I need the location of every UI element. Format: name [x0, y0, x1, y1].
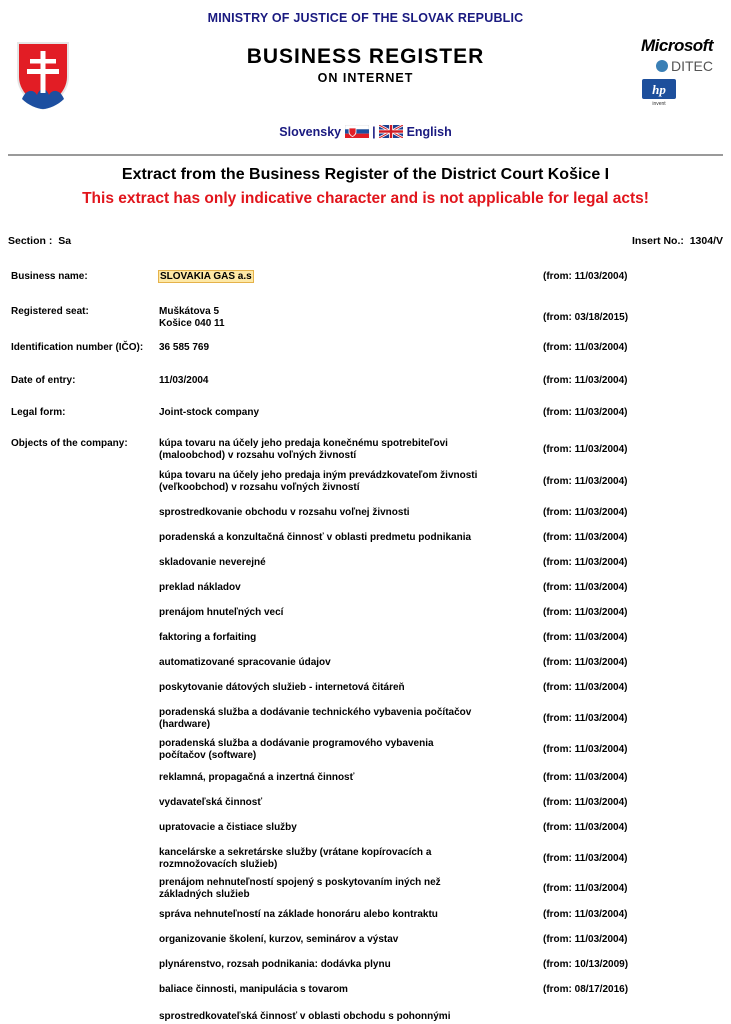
- field-value: [159, 271, 534, 283]
- field-value-text: kancelárske a sekretárske služby (vrátane kopírovacích a: [159, 847, 432, 858]
- field-value-text: prenájom nehnuteľností spojený s poskytovaním iných než: [159, 877, 441, 888]
- valid-from-date: (from: 11/03/2004): [543, 772, 628, 783]
- valid-from-date: (from: 11/03/2004): [543, 582, 628, 593]
- field-value: [159, 632, 534, 644]
- field-value-line: [159, 772, 534, 784]
- field-value-line: [159, 847, 534, 859]
- uk-flag-icon[interactable]: [379, 125, 403, 138]
- field-value-text: poradenská služba a dodávanie technického vybavenia počítačov: [159, 707, 472, 718]
- field-value-text: kúpa tovaru na účely jeho predaja konečnému spotrebiteľovi: [159, 438, 448, 449]
- field-value-text: faktoring a forfaiting: [159, 632, 257, 643]
- valid-from-date: (from: 11/03/2004): [543, 607, 628, 618]
- valid-from-date: (from: 08/17/2016): [543, 984, 629, 995]
- field-value-line: [159, 1011, 534, 1023]
- field-value-line: [159, 889, 534, 901]
- field-value: [159, 657, 534, 669]
- sponsor-logos: [603, 36, 713, 111]
- field-value-text: správa nehnuteľností na základe honoráru alebo kontraktu: [159, 909, 438, 920]
- field-value: [159, 342, 534, 354]
- field-value-text: (maloobchod) v rozsahu voľných živností: [159, 450, 357, 461]
- field-value-line: [159, 797, 534, 809]
- valid-from-date: (from: 11/03/2004): [543, 342, 628, 353]
- header-divider: [8, 154, 723, 156]
- language-separator: |: [372, 125, 376, 139]
- field-value-line: [159, 271, 534, 283]
- field-label: Objects of the company:: [11, 438, 128, 449]
- valid-from-date: (from: 11/03/2004): [543, 271, 628, 282]
- field-value-line: [159, 407, 534, 419]
- field-value-line: [159, 582, 534, 594]
- field-value-text: automatizované spracovanie údajov: [159, 657, 331, 668]
- extract-warning: This extract has only indicative character and is not applicable for legal acts!: [82, 190, 649, 207]
- field-value-text: baliace činnosti, manipulácia s tovarom: [159, 984, 348, 995]
- field-value: [159, 738, 534, 762]
- field-value-line: [159, 482, 534, 494]
- field-value-text: preklad nákladov: [159, 582, 241, 593]
- field-value: [159, 877, 534, 901]
- valid-from-date: (from: 11/03/2004): [543, 682, 628, 693]
- field-value-text: poradenská a konzultačná činnosť v oblasti predmetu podnikania: [159, 532, 472, 543]
- field-value-text: sprostredkovanie obchodu v rozsahu voľnej živnosti: [159, 507, 410, 518]
- field-value-text: skladovanie neverejné: [159, 557, 266, 568]
- extract-heading: Extract from the Business Register of the District Court Košice I: [121, 166, 610, 183]
- field-value-text: Joint-stock company: [159, 407, 260, 418]
- field-value: [159, 682, 534, 694]
- insert-value: 1304/V: [689, 235, 723, 247]
- field-value-line: [159, 822, 534, 834]
- field-label: Registered seat:: [11, 306, 89, 317]
- valid-from-date: (from: 11/03/2004): [543, 744, 628, 755]
- ditec-logo: [603, 58, 713, 74]
- field-value: [159, 847, 534, 871]
- field-value-text: rozmnožovacích služieb): [159, 859, 278, 870]
- field-value: [159, 375, 534, 387]
- field-value-text: 36 585 769: [159, 342, 210, 353]
- field-value-text: počítačov (software): [159, 750, 257, 761]
- field-value-line: [159, 877, 534, 889]
- field-value-line: [159, 657, 534, 669]
- field-value-text: kúpa tovaru na účely jeho predaja iným prevádzkovateľom živnosti: [159, 470, 478, 481]
- field-value-line: [159, 632, 534, 644]
- field-value-line: [159, 984, 534, 996]
- valid-from-date: (from: 11/03/2004): [543, 934, 628, 945]
- hp-logo: [641, 78, 677, 106]
- slovak-flag-icon[interactable]: [345, 125, 369, 138]
- field-value-line: [159, 682, 534, 694]
- field-label: Business name:: [11, 271, 88, 282]
- ditec-logo-text: DITEC: [671, 58, 713, 74]
- field-value: [159, 607, 534, 619]
- valid-from-date: (from: 11/03/2004): [543, 632, 628, 643]
- valid-from-date: (from: 11/03/2004): [543, 909, 628, 920]
- field-value: [159, 797, 534, 809]
- insert-number-field: [632, 235, 723, 247]
- language-switcher: [0, 125, 731, 139]
- valid-from-date: (from: 11/03/2004): [543, 557, 628, 568]
- valid-from-date: (from: 11/03/2004): [543, 822, 628, 833]
- field-value-text: základných služieb: [159, 889, 250, 900]
- field-value-line: [159, 507, 534, 519]
- field-value: [159, 772, 534, 784]
- field-value: [159, 407, 534, 419]
- field-label: Identification number (IČO):: [11, 342, 144, 353]
- valid-from-date: (from: 11/03/2004): [543, 407, 628, 418]
- field-value-text: prenájom hnuteľných vecí: [159, 607, 284, 618]
- valid-from-date: (from: 11/03/2004): [543, 657, 628, 668]
- field-value-line: [159, 306, 534, 318]
- field-value-text: (hardware): [159, 719, 211, 730]
- field-label: Date of entry:: [11, 375, 76, 386]
- field-value-line: [159, 959, 534, 971]
- valid-from-date: (from: 03/18/2015): [543, 312, 629, 323]
- field-label: Legal form:: [11, 407, 66, 418]
- field-value: [159, 707, 534, 731]
- field-value-line: [159, 470, 534, 482]
- field-value: [159, 959, 534, 971]
- valid-from-date: (from: 11/03/2004): [543, 532, 628, 543]
- field-value: [159, 507, 534, 519]
- field-value-text: poskytovanie dátových služieb - internetová čitáreň: [159, 682, 405, 693]
- field-value-line: [159, 342, 534, 354]
- field-value-line: [159, 719, 534, 731]
- ditec-globe-icon: [656, 60, 668, 72]
- valid-from-date: (from: 11/03/2004): [543, 797, 628, 808]
- field-value-line: [159, 450, 534, 462]
- field-value: [159, 582, 534, 594]
- field-value: [159, 984, 534, 996]
- microsoft-logo: Microsoft: [641, 36, 713, 55]
- section-field: [8, 235, 71, 247]
- field-value-line: [159, 532, 534, 544]
- field-value: [159, 438, 534, 462]
- field-value: [159, 470, 534, 494]
- field-value: [159, 532, 534, 544]
- valid-from-date: (from: 10/13/2009): [543, 959, 629, 970]
- section-label: Section :: [8, 235, 53, 247]
- language-link-slovak[interactable]: Slovensky: [279, 125, 342, 139]
- language-link-english[interactable]: English: [406, 125, 452, 139]
- field-value: [159, 909, 534, 921]
- field-value-text: plynárenstvo, rozsah podnikania: dodávka plynu: [159, 959, 391, 970]
- field-value: [159, 934, 534, 946]
- field-value-text: vydavateľská činnosť: [159, 797, 263, 808]
- field-value-line: [159, 375, 534, 387]
- field-value-text: sprostredkovateľská činnosť v oblasti obchodu s pohonnými: [159, 1011, 451, 1022]
- field-value: [159, 1011, 534, 1023]
- field-value-text: Košice 040 11: [159, 318, 225, 329]
- field-value: [159, 822, 534, 834]
- valid-from-date: (from: 11/03/2004): [543, 883, 628, 894]
- valid-from-date: (from: 11/03/2004): [543, 853, 628, 864]
- field-value-text: poradenská služba a dodávanie programového vybavenia: [159, 738, 434, 749]
- field-value-text: Muškátova 5: [159, 306, 220, 317]
- field-value-text: (veľkoobchod) v rozsahu voľných živností: [159, 482, 360, 493]
- insert-label: Insert No.:: [631, 235, 684, 247]
- business-name-highlight: SLOVAKIA GAS a.s: [160, 271, 252, 282]
- hp-logo-subtext: invent: [652, 101, 666, 106]
- field-value-line: [159, 318, 534, 330]
- hp-logo-text: hp: [652, 82, 666, 97]
- valid-from-date: (from: 11/03/2004): [543, 507, 628, 518]
- field-value-text: upratovacie a čistiace služby: [159, 822, 297, 833]
- field-value-text: reklamná, propagačná a inzertná činnosť: [159, 772, 355, 783]
- field-value-line: [159, 738, 534, 750]
- field-value-line: [159, 557, 534, 569]
- field-value-line: [159, 859, 534, 871]
- field-value-line: [159, 438, 534, 450]
- field-value-text: 11/03/2004: [159, 375, 209, 386]
- page-subtitle: ON INTERNET: [317, 71, 414, 85]
- section-value: Sa: [58, 235, 72, 247]
- field-value-line: [159, 909, 534, 921]
- field-value-line: [159, 607, 534, 619]
- valid-from-date: (from: 11/03/2004): [543, 375, 628, 386]
- field-value: [159, 306, 534, 330]
- valid-from-date: (from: 11/03/2004): [543, 713, 628, 724]
- field-value-text: organizovanie školení, kurzov, seminárov a výstav: [159, 934, 399, 945]
- field-value-line: [159, 750, 534, 762]
- page-title: BUSINESS REGISTER: [246, 45, 485, 68]
- valid-from-date: (from: 11/03/2004): [543, 444, 628, 455]
- field-value: [159, 557, 534, 569]
- valid-from-date: (from: 11/03/2004): [543, 476, 628, 487]
- field-value-line: [159, 707, 534, 719]
- field-value-line: [159, 934, 534, 946]
- ministry-heading: MINISTRY OF JUSTICE OF THE SLOVAK REPUBLIC: [207, 11, 524, 25]
